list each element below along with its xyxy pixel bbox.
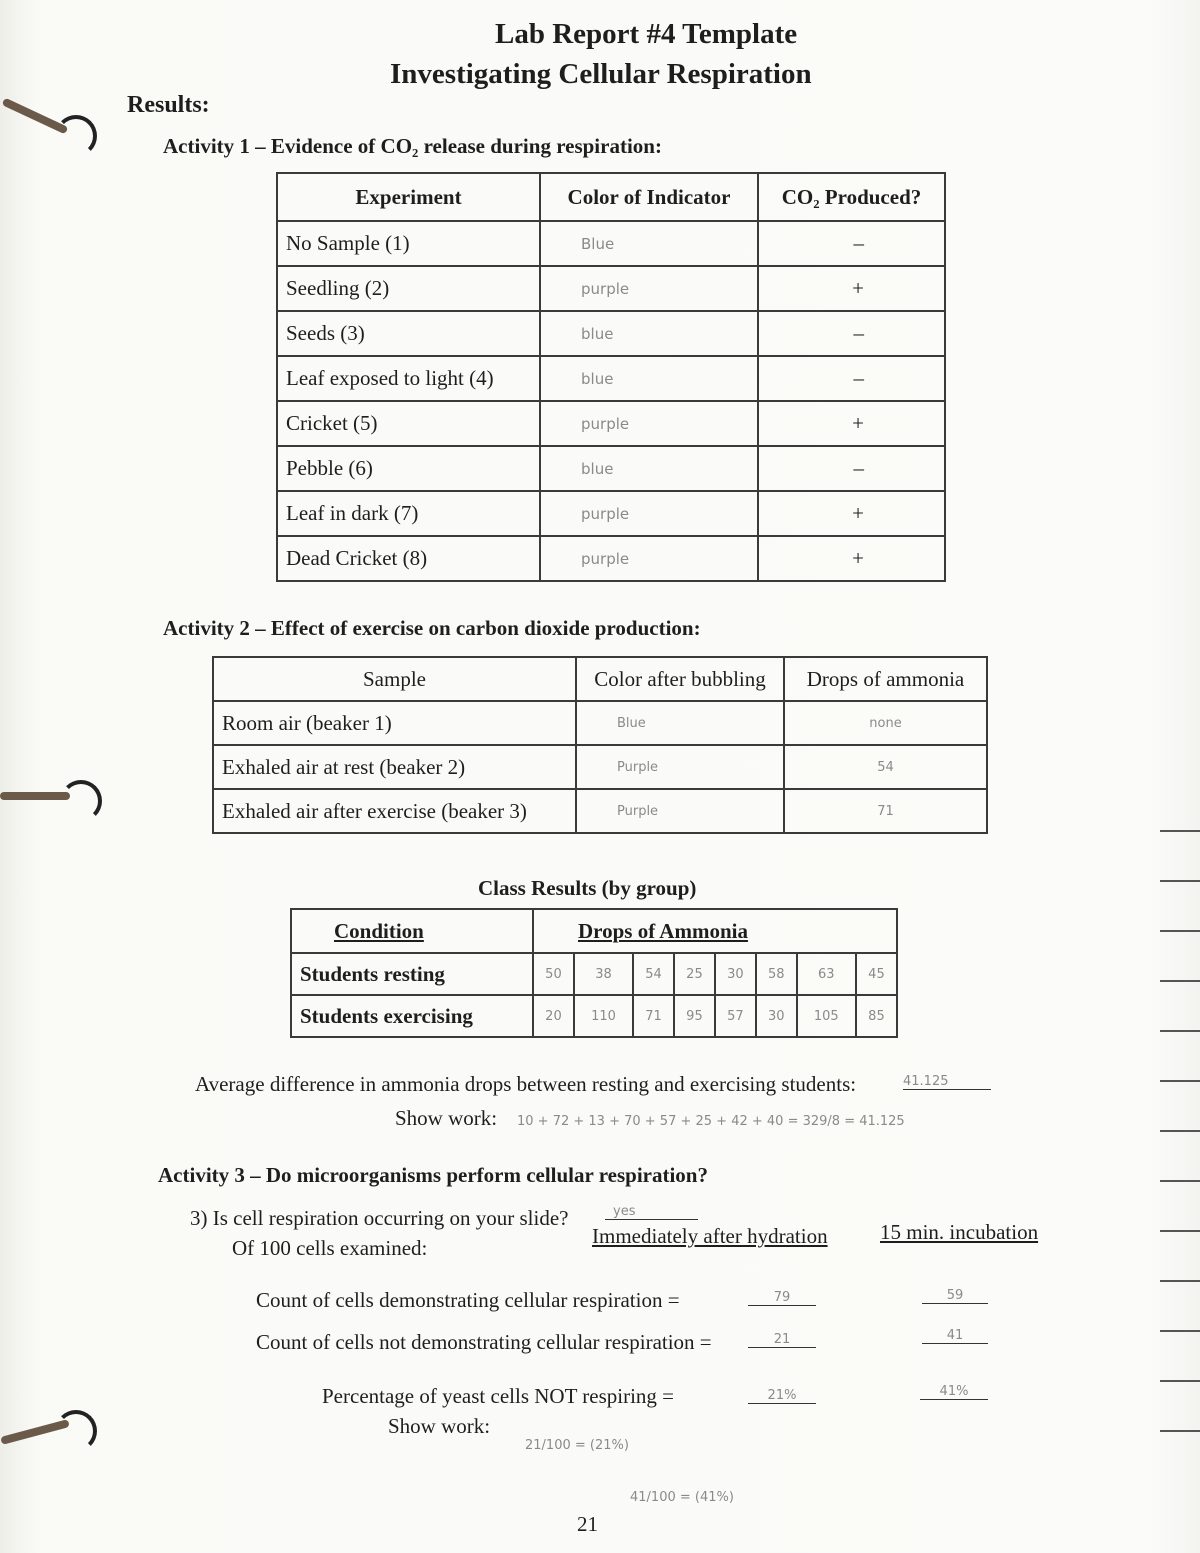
table-row	[277, 311, 945, 356]
table-row	[277, 491, 945, 536]
edge-line	[1160, 1180, 1200, 1182]
col-drops-ammonia: Drops of ammonia	[784, 657, 987, 701]
co2-cell: –	[758, 356, 945, 401]
color-after-cell: Blue	[576, 701, 784, 745]
col-15-min-incubation: 15 min. incubation	[880, 1220, 1039, 1244]
edge-line	[1160, 1230, 1200, 1232]
exercising-value: 110	[574, 995, 633, 1037]
percentage-not-respiring-label: Percentage of yeast cells NOT respiring =	[322, 1384, 675, 1408]
co2-cell: –	[758, 221, 945, 266]
table-row	[291, 953, 897, 995]
co2-cell: –	[758, 446, 945, 491]
activity3-answer: yes	[605, 1204, 698, 1220]
co2-cell: +	[758, 536, 945, 581]
drops-cell: 54	[784, 745, 987, 789]
drops-cell: 71	[784, 789, 987, 833]
co2-cell: –	[758, 311, 945, 356]
students-resting-label: Students resting	[291, 953, 533, 995]
resting-value: 30	[715, 953, 756, 995]
table-row	[291, 995, 897, 1037]
edge-line	[1160, 1130, 1200, 1132]
edge-line	[1160, 930, 1200, 932]
average-difference-answer: 41.125	[903, 1074, 991, 1090]
edge-line	[1160, 980, 1200, 982]
activity3-question: 3) Is cell respiration occurring on your slide?	[190, 1206, 569, 1230]
class-results-table	[290, 908, 898, 1038]
activity1-table	[276, 172, 946, 582]
edge-line	[1160, 1430, 1200, 1432]
percentage-not-respiring-15min: 41%	[920, 1384, 988, 1400]
color-after-cell: Purple	[576, 745, 784, 789]
table-row	[277, 356, 945, 401]
edge-line	[1160, 1330, 1200, 1332]
indicator-color-cell: blue	[540, 356, 758, 401]
co2-cell: +	[758, 266, 945, 311]
students-exercising-label: Students exercising	[291, 995, 533, 1037]
table-row	[213, 745, 987, 789]
col-condition: Condition	[291, 909, 533, 953]
resting-value: 54	[633, 953, 674, 995]
edge-line	[1160, 1080, 1200, 1082]
activity1-heading: Activity 1 – Evidence of CO₂ release during respiration:	[163, 134, 662, 158]
col-co2-produced: CO₂ Produced?	[758, 173, 945, 221]
indicator-color-cell: purple	[540, 401, 758, 446]
resting-value: 38	[574, 953, 633, 995]
exercising-value: 30	[756, 995, 797, 1037]
count-not-respiring-label: Count of cells not demonstrating cellular respiration =	[256, 1330, 712, 1354]
exercising-value: 85	[856, 995, 897, 1037]
color-after-cell: Purple	[576, 789, 784, 833]
col-immediately-after-hydration: Immediately after hydration	[592, 1224, 828, 1248]
experiment-cell: Seedling (2)	[277, 266, 540, 311]
edge-line	[1160, 1380, 1200, 1382]
exercising-value: 95	[674, 995, 715, 1037]
average-show-work-label: Show work:	[395, 1106, 498, 1130]
activity2-heading: Activity 2 – Effect of exercise on carbon dioxide production:	[163, 616, 701, 640]
class-results-title: Class Results (by group)	[478, 876, 697, 900]
exercising-value: 20	[533, 995, 574, 1037]
exercising-value: 71	[633, 995, 674, 1037]
col-sample: Sample	[213, 657, 576, 701]
indicator-color-cell: purple	[540, 266, 758, 311]
indicator-color-cell: blue	[540, 446, 758, 491]
binder-ring-middle-loop	[60, 780, 102, 822]
drops-cell: none	[784, 701, 987, 745]
experiment-cell: Dead Cricket (8)	[277, 536, 540, 581]
experiment-cell: Seeds (3)	[277, 311, 540, 356]
table-row	[277, 221, 945, 266]
sample-cell: Exhaled air after exercise (beaker 3)	[213, 789, 576, 833]
binder-ring-bottom-loop	[55, 1410, 97, 1452]
page-number: 21	[577, 1512, 598, 1536]
edge-line	[1160, 1030, 1200, 1032]
exercising-value: 57	[715, 995, 756, 1037]
count-not-respiring-immediate: 21	[748, 1332, 816, 1348]
count-not-respiring-15min: 41	[922, 1328, 988, 1344]
activity3-work-1: 21/100 = (21%)	[525, 1438, 629, 1453]
percentage-not-respiring-immediate: 21%	[748, 1388, 816, 1404]
activity3-heading: Activity 3 – Do microorganisms perform cellular respiration?	[158, 1163, 708, 1187]
binder-ring-top-loop	[55, 115, 97, 157]
sample-cell: Exhaled air at rest (beaker 2)	[213, 745, 576, 789]
indicator-color-cell: purple	[540, 491, 758, 536]
indicator-color-cell: blue	[540, 311, 758, 356]
resting-value: 63	[797, 953, 856, 995]
activity3-show-work-label: Show work:	[388, 1414, 491, 1438]
table-row	[213, 701, 987, 745]
indicator-color-cell: purple	[540, 536, 758, 581]
experiment-cell: Cricket (5)	[277, 401, 540, 446]
exercising-value: 105	[797, 995, 856, 1037]
sample-cell: Room air (beaker 1)	[213, 701, 576, 745]
of-100-cells-label: Of 100 cells examined:	[232, 1236, 428, 1260]
experiment-cell: Leaf in dark (7)	[277, 491, 540, 536]
count-respiring-15min: 59	[922, 1288, 988, 1304]
table-row	[213, 789, 987, 833]
col-color-indicator: Color of Indicator	[540, 173, 758, 221]
experiment-cell: Leaf exposed to light (4)	[277, 356, 540, 401]
resting-value: 50	[533, 953, 574, 995]
activity3-work-2: 41/100 = (41%)	[630, 1490, 734, 1505]
co2-cell: +	[758, 401, 945, 446]
edge-line	[1160, 1280, 1200, 1282]
resting-value: 58	[756, 953, 797, 995]
edge-line	[1160, 830, 1200, 832]
indicator-color-cell: Blue	[540, 221, 758, 266]
table-row	[277, 266, 945, 311]
page-title: Lab Report #4 Template	[495, 18, 798, 50]
page-subtitle: Investigating Cellular Respiration	[390, 58, 812, 90]
col-drops-of-ammonia: Drops of Ammonia	[533, 909, 897, 953]
average-show-work: 10 + 72 + 13 + 70 + 57 + 25 + 42 + 40 = 329/8 = 41.125	[517, 1114, 905, 1129]
resting-value: 45	[856, 953, 897, 995]
count-respiring-label: Count of cells demonstrating cellular respiration =	[256, 1288, 680, 1312]
col-color-after-bubbling: Color after bubbling	[576, 657, 784, 701]
table-row	[277, 401, 945, 446]
average-difference-label: Average difference in ammonia drops between resting and exercising students:	[195, 1072, 857, 1096]
table-row	[277, 536, 945, 581]
resting-value: 25	[674, 953, 715, 995]
co2-cell: +	[758, 491, 945, 536]
experiment-cell: Pebble (6)	[277, 446, 540, 491]
edge-line	[1160, 880, 1200, 882]
activity2-table	[212, 656, 988, 834]
results-label: Results:	[127, 92, 210, 118]
table-row	[277, 446, 945, 491]
count-respiring-immediate: 79	[748, 1290, 816, 1306]
col-experiment: Experiment	[277, 173, 540, 221]
experiment-cell: No Sample (1)	[277, 221, 540, 266]
